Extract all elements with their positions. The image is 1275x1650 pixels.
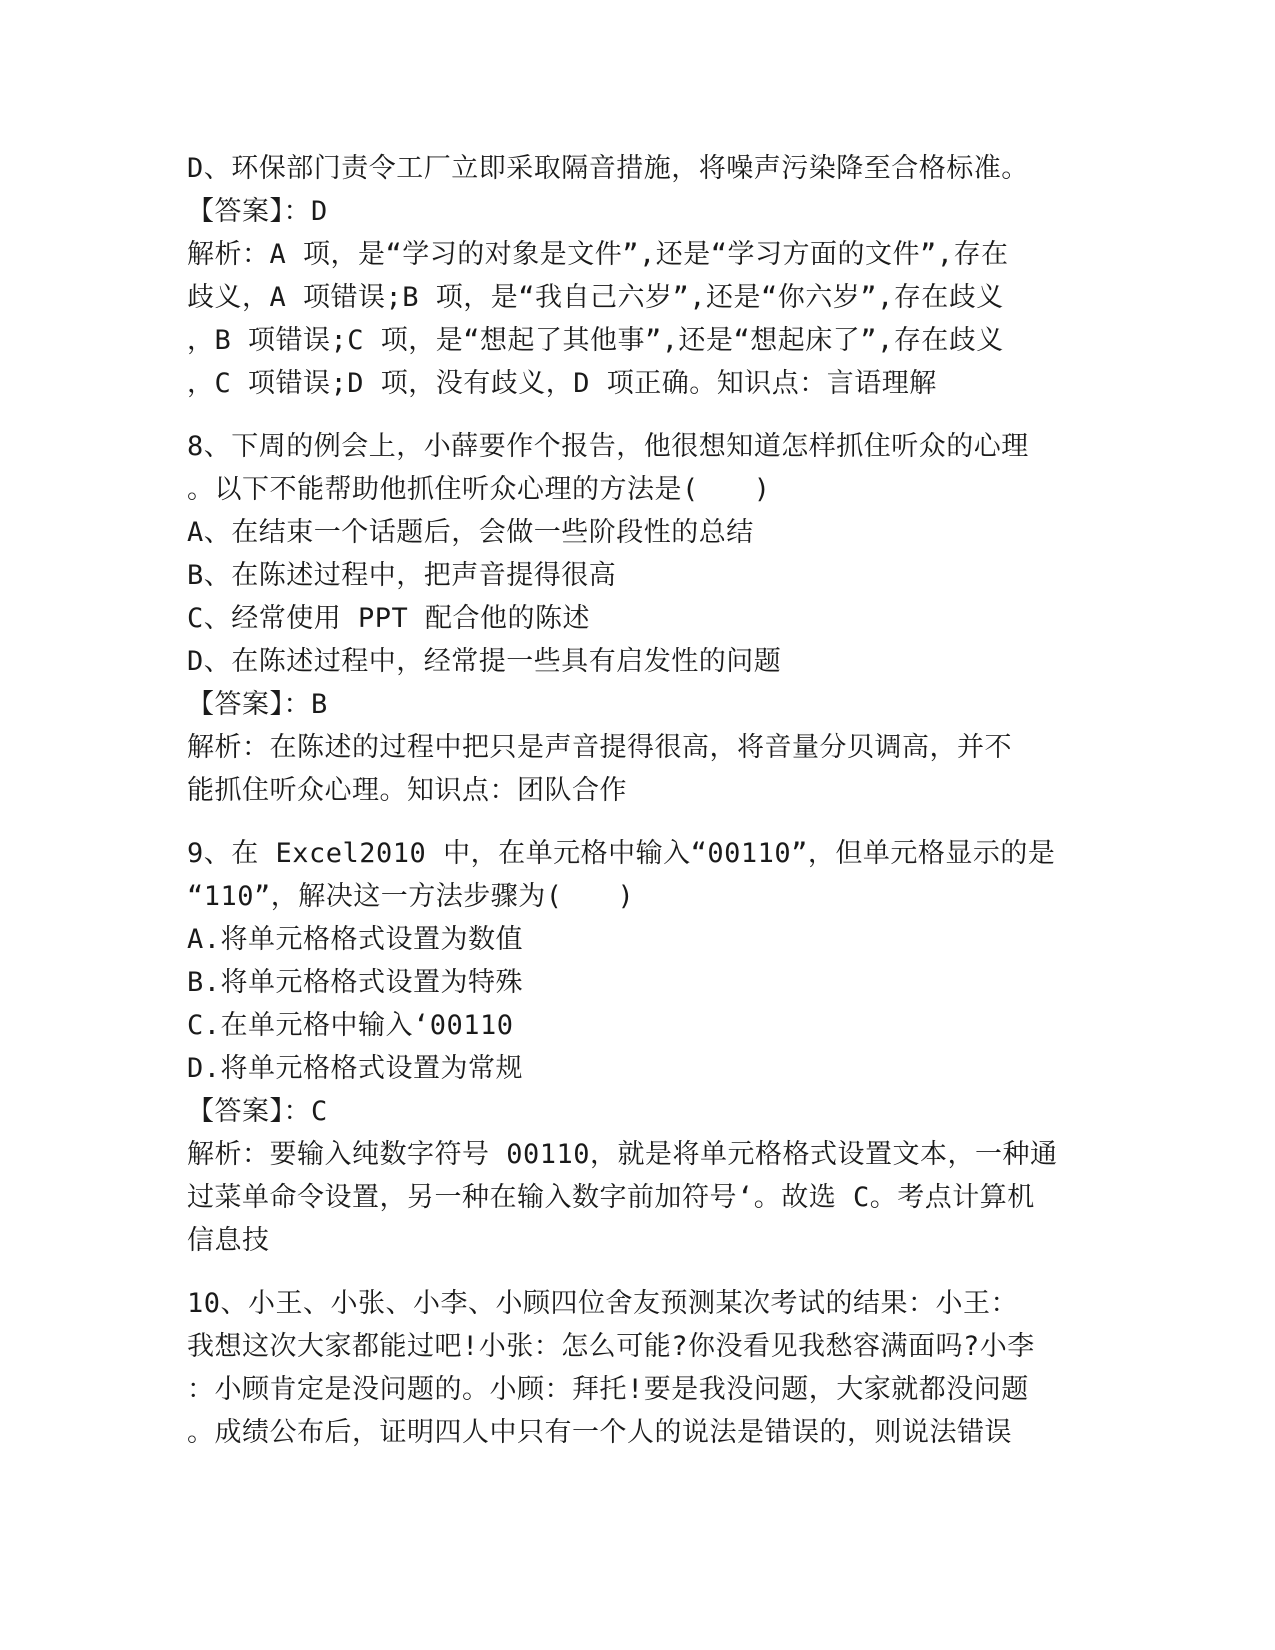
- question-stem: 9、在 Excel2010 中，在单元格中输入“00110”，但单元格显示的是: [187, 838, 1056, 869]
- answer-line: 【答案】：D: [187, 196, 328, 227]
- explanation-line: 解析：要输入纯数字符号 00110，就是将单元格格式设置文本，一种通: [187, 1139, 1058, 1170]
- answer-line: 【答案】：B: [187, 689, 328, 720]
- spacer: [187, 812, 1087, 832]
- question-stem: 我想这次大家都能过吧!小张：怎么可能?你没看见我愁容满面吗?小李: [187, 1331, 1035, 1362]
- question-stem: “110”，解决这一方法步骤为( ): [187, 881, 635, 912]
- explanation-line: 歧义，A 项错误;B 项，是“我自己六岁”,还是“你六岁”,存在歧义: [187, 282, 1004, 313]
- explanation-line: 信息技: [187, 1225, 270, 1256]
- spacer: [187, 405, 1087, 425]
- option-d: D.将单元格格式设置为常规: [187, 1053, 524, 1084]
- option-a: A、在结束一个话题后，会做一些阶段性的总结: [187, 517, 754, 548]
- explanation-line: 能抓住听众心理。知识点：团队合作: [187, 775, 627, 806]
- question-stem: 10、小王、小张、小李、小顾四位舍友预测某次考试的结果：小王：: [187, 1288, 1019, 1319]
- answer-line: 【答案】：C: [187, 1096, 328, 1127]
- question-8: [187, 425, 1087, 812]
- option-a: A.将单元格格式设置为数值: [187, 924, 524, 955]
- explanation-line: ，B 项错误;C 项，是“想起了其他事”,还是“想起床了”,存在歧义: [187, 325, 1004, 356]
- question-10: [187, 1282, 1087, 1454]
- explanation-line: 解析：在陈述的过程中把只是声音提得很高，将音量分贝调高，并不: [187, 732, 1012, 763]
- explanation-line: 解析：A 项，是“学习的对象是文件”,还是“学习方面的文件”,存在: [187, 239, 1009, 270]
- explanation-line: 过菜单命令设置，另一种在输入数字前加符号‘。故选 C。考点计算机: [187, 1182, 1035, 1213]
- question-stem: ：小顾肯定是没问题的。小顾：拜托!要是我没问题，大家就都没问题: [187, 1374, 1029, 1405]
- spacer: [187, 1262, 1087, 1282]
- option-b: B.将单元格格式设置为特殊: [187, 967, 524, 998]
- option-b: B、在陈述过程中，把声音提得很高: [187, 560, 617, 591]
- document-content: [187, 147, 1087, 1454]
- question-stem: 。以下不能帮助他抓住听众心理的方法是( ): [187, 474, 771, 505]
- option-d: D、在陈述过程中，经常提一些具有启发性的问题: [187, 646, 782, 677]
- option-c: C、经常使用 PPT 配合他的陈述: [187, 603, 591, 634]
- option-c: C.在单元格中输入‘00110: [187, 1010, 514, 1041]
- question-7-tail: [187, 147, 1087, 405]
- question-9: [187, 832, 1087, 1262]
- question-stem: 。成绩公布后，证明四人中只有一个人的说法是错误的，则说法错误: [187, 1417, 1012, 1448]
- explanation-line: ，C 项错误;D 项，没有歧义，D 项正确。知识点：言语理解: [187, 368, 937, 399]
- option-d: D、环保部门责令工厂立即采取隔音措施，将噪声污染降至合格标准。: [187, 153, 1029, 184]
- question-stem: 8、下周的例会上，小薛要作个报告，他很想知道怎样抓住听众的心理: [187, 431, 1029, 462]
